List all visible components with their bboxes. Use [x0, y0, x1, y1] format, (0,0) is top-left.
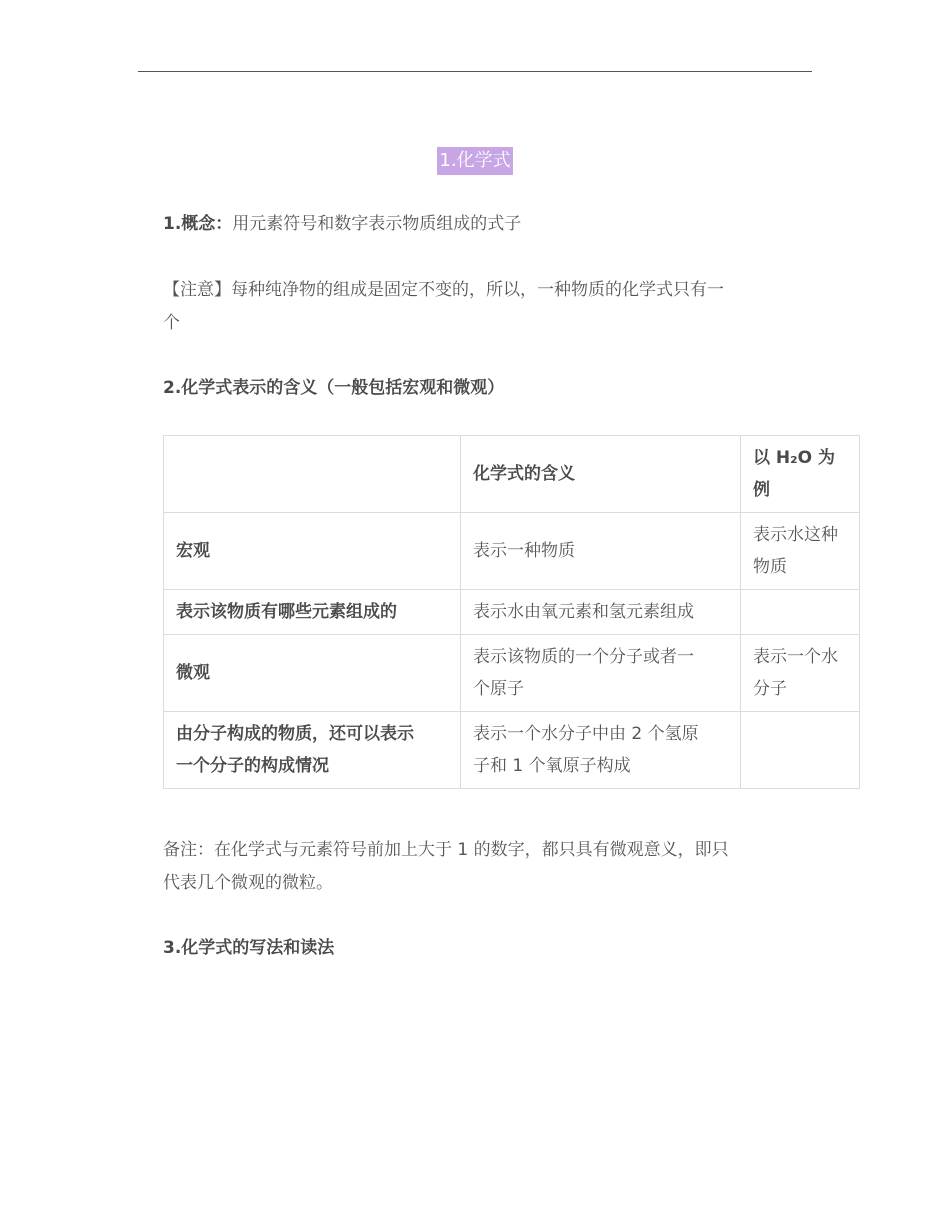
concept-text: 用元素符号和数字表示物质组成的式子 [232, 214, 522, 234]
table-cell-example [741, 513, 860, 590]
table-row-label: 表示该物质有哪些元素组成的 [164, 590, 461, 635]
meaning-table [163, 435, 860, 789]
table-cell-meaning: 表示一种物质 [461, 513, 741, 590]
table-cell-meaning-line2: 个原子 [473, 679, 524, 699]
concept-line [163, 208, 521, 240]
table-cell-meaning-line2: 子和 1 个氧原子构成 [473, 756, 631, 776]
table-cell-meaning: 表示水由氧元素和氢元素组成 [461, 590, 741, 635]
table-row-label: 宏观 [164, 513, 461, 590]
table-row [164, 590, 860, 635]
table-cell-example-line1: 表示一个水 [753, 647, 838, 667]
table-header-example [741, 436, 860, 513]
remark-line-1: 备注：在化学式与元素符号前加上大于 1 的数字，都只具有微观意义，即只 [163, 840, 729, 860]
title-container [0, 147, 950, 175]
table-row-label [164, 712, 461, 789]
table-cell-example-line2: 物质 [753, 557, 787, 577]
table-header-meaning: 化学式的含义 [461, 436, 741, 513]
table-header-cell-empty [164, 436, 461, 513]
top-rule [138, 71, 812, 72]
table-header-example-line1: 以 H₂O 为 [753, 448, 835, 468]
section-3-heading: 3.化学式的写法和读法 [163, 938, 335, 958]
table-cell-example [741, 635, 860, 712]
table-cell-example-line2: 分子 [753, 679, 787, 699]
remark-line-2: 代表几个微观的微粒。 [163, 873, 333, 893]
note-line-1: 【注意】每种纯净物的组成是固定不变的，所以，一种物质的化学式只有一 [163, 280, 724, 300]
table-row-label: 微观 [164, 635, 461, 712]
table-cell-meaning [461, 712, 741, 789]
table-cell-example [741, 712, 860, 789]
table-row-label-line1: 由分子构成的物质，还可以表示 [176, 724, 414, 744]
note-line-2: 个 [163, 313, 180, 333]
table-cell-meaning-line1: 表示一个水分子中由 2 个氢原 [473, 724, 699, 744]
table-row-label-line2: 一个分子的构成情况 [176, 756, 329, 776]
table-cell-example [741, 590, 860, 635]
table-cell-meaning-line1: 表示该物质的一个分子或者一 [473, 647, 694, 667]
table-row [164, 712, 860, 789]
table-row [164, 513, 860, 590]
table-cell-meaning [461, 635, 741, 712]
table-header-row [164, 436, 860, 513]
concept-label: 1.概念： [163, 214, 233, 234]
page-title: 1.化学式 [437, 147, 512, 175]
section-2-heading: 2.化学式表示的含义（一般包括宏观和微观） [163, 378, 505, 398]
table-cell-example-line1: 表示水这种 [753, 525, 838, 545]
table-row [164, 635, 860, 712]
table-header-example-line2: 例 [753, 480, 770, 500]
